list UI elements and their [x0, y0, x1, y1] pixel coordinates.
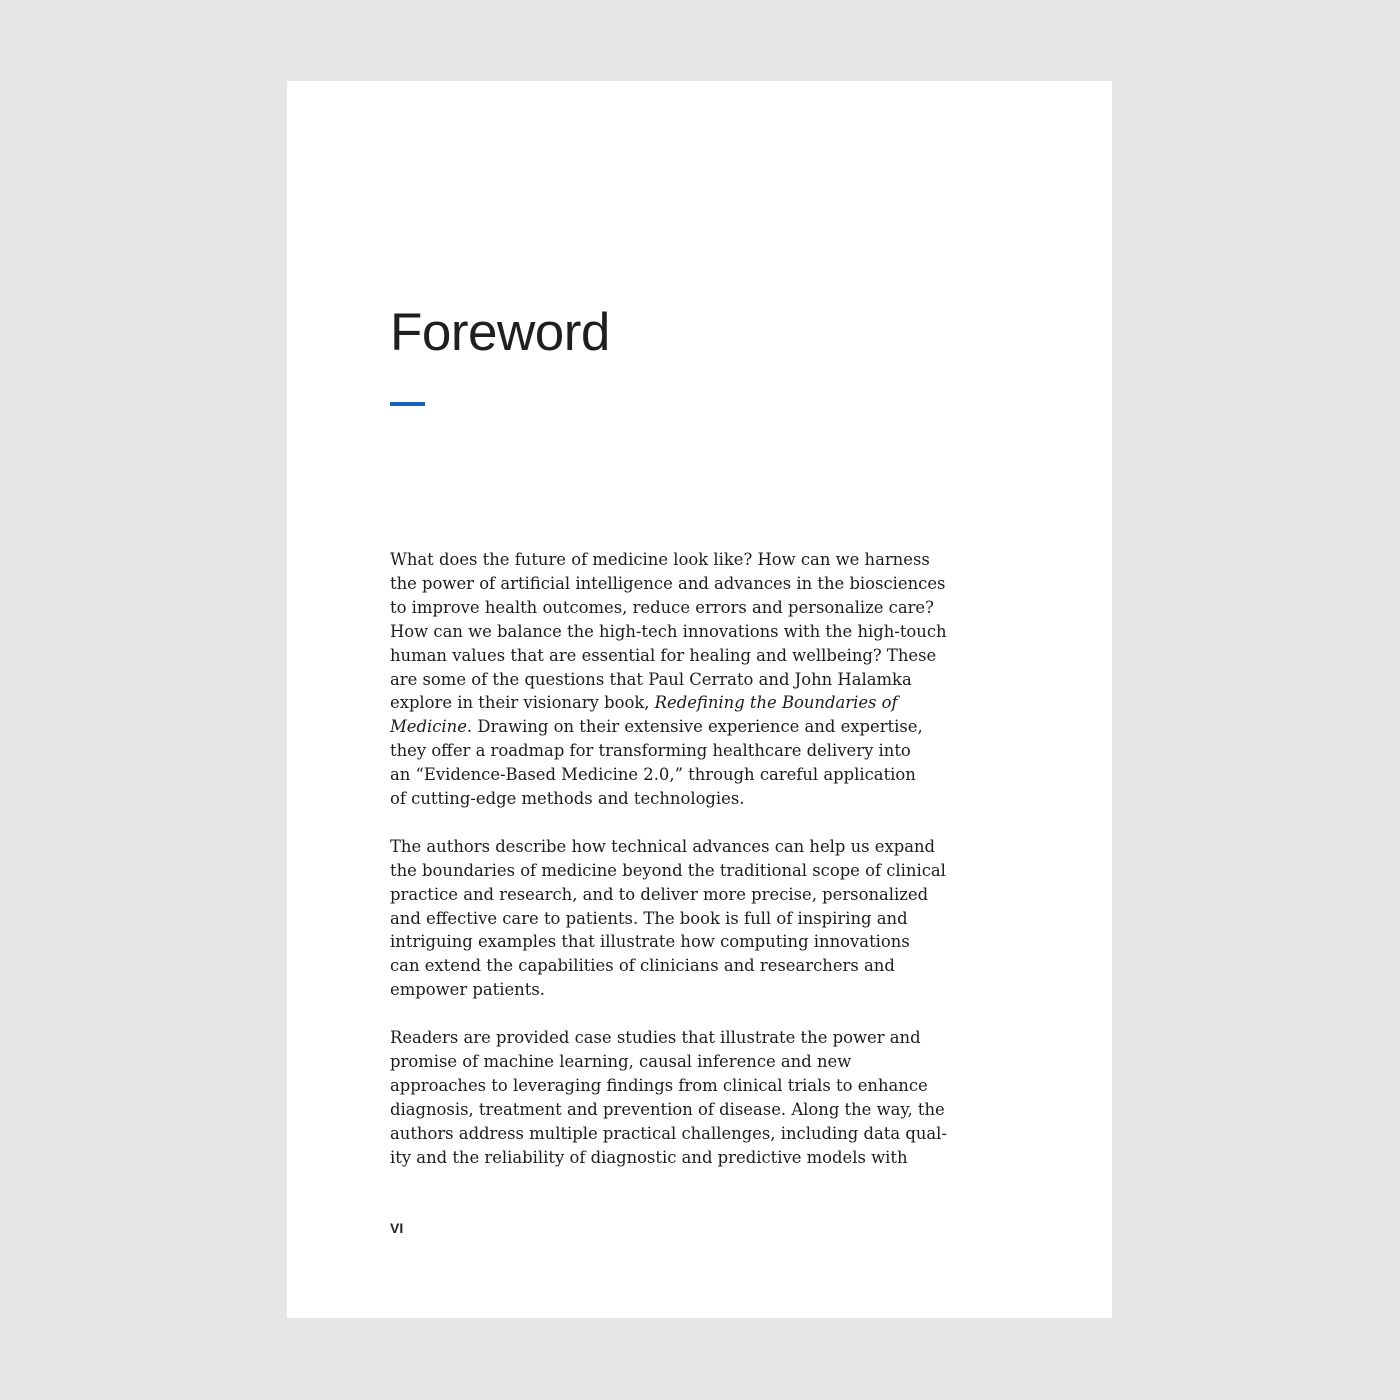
book-title-italic: Redefining the Boundaries of: [654, 693, 898, 713]
text-line: ity and the reliability of diagnostic and predictive models with: [390, 1147, 908, 1167]
text-line: human values that are essential for healing and wellbeing? These: [390, 645, 937, 665]
text-line: [390, 691, 990, 715]
text-line: and effective care to patients. The book is full of inspiring and: [390, 908, 908, 928]
page-number: VI: [390, 1220, 404, 1236]
text-line: diagnosis, treatment and prevention of disease. Along the way, the: [390, 1099, 945, 1119]
text-line: How can we balance the high-tech innovations with the high-touch: [390, 621, 947, 641]
text-line: to improve health outcomes, reduce errors and personalize care?: [390, 597, 934, 617]
title-accent-rule: [390, 402, 425, 406]
text-line: practice and research, and to deliver more precise, personalized: [390, 884, 929, 904]
paragraph-1: [390, 548, 990, 811]
text-line: [390, 715, 990, 739]
page-title: Foreword: [390, 303, 610, 362]
text-line: authors address multiple practical challenges, including data qual-: [390, 1123, 947, 1143]
text-line: the power of artificial intelligence and advances in the biosciences: [390, 573, 946, 593]
text-line: empower patients.: [390, 980, 545, 1000]
text-line: promise of machine learning, causal inference and new: [390, 1052, 852, 1071]
text-line: approaches to leveraging findings from clinical trials to enhance: [390, 1075, 928, 1095]
text-line: The authors describe how technical advances can help us expand: [390, 836, 936, 856]
text-segment: . Drawing on their extensive experience and expertise,: [466, 717, 923, 737]
paragraph-3: [390, 1026, 990, 1169]
text-line: can extend the capabilities of clinicians and researchers and: [390, 956, 895, 976]
text-line: they offer a roadmap for transforming healthcare delivery into: [390, 741, 911, 761]
text-line: of cutting-edge methods and technologies.: [390, 789, 745, 809]
text-line: Readers are provided case studies that illustrate the power and: [390, 1028, 921, 1048]
foreword-body: [390, 548, 990, 1193]
text-line: an “Evidence-Based Medicine 2.0,” through careful application: [390, 765, 916, 785]
text-line: intriguing examples that illustrate how computing innovations: [390, 932, 910, 952]
book-title-italic: Medicine: [390, 717, 467, 737]
text-line: What does the future of medicine look like? How can we harness: [390, 550, 930, 569]
paragraph-2: [390, 835, 990, 1002]
text-line: the boundaries of medicine beyond the traditional scope of clinical: [390, 860, 946, 880]
text-line: are some of the questions that Paul Cerrato and John Halamka: [390, 669, 912, 689]
book-page: [287, 81, 1112, 1318]
text-segment: explore in their visionary book,: [390, 693, 655, 713]
